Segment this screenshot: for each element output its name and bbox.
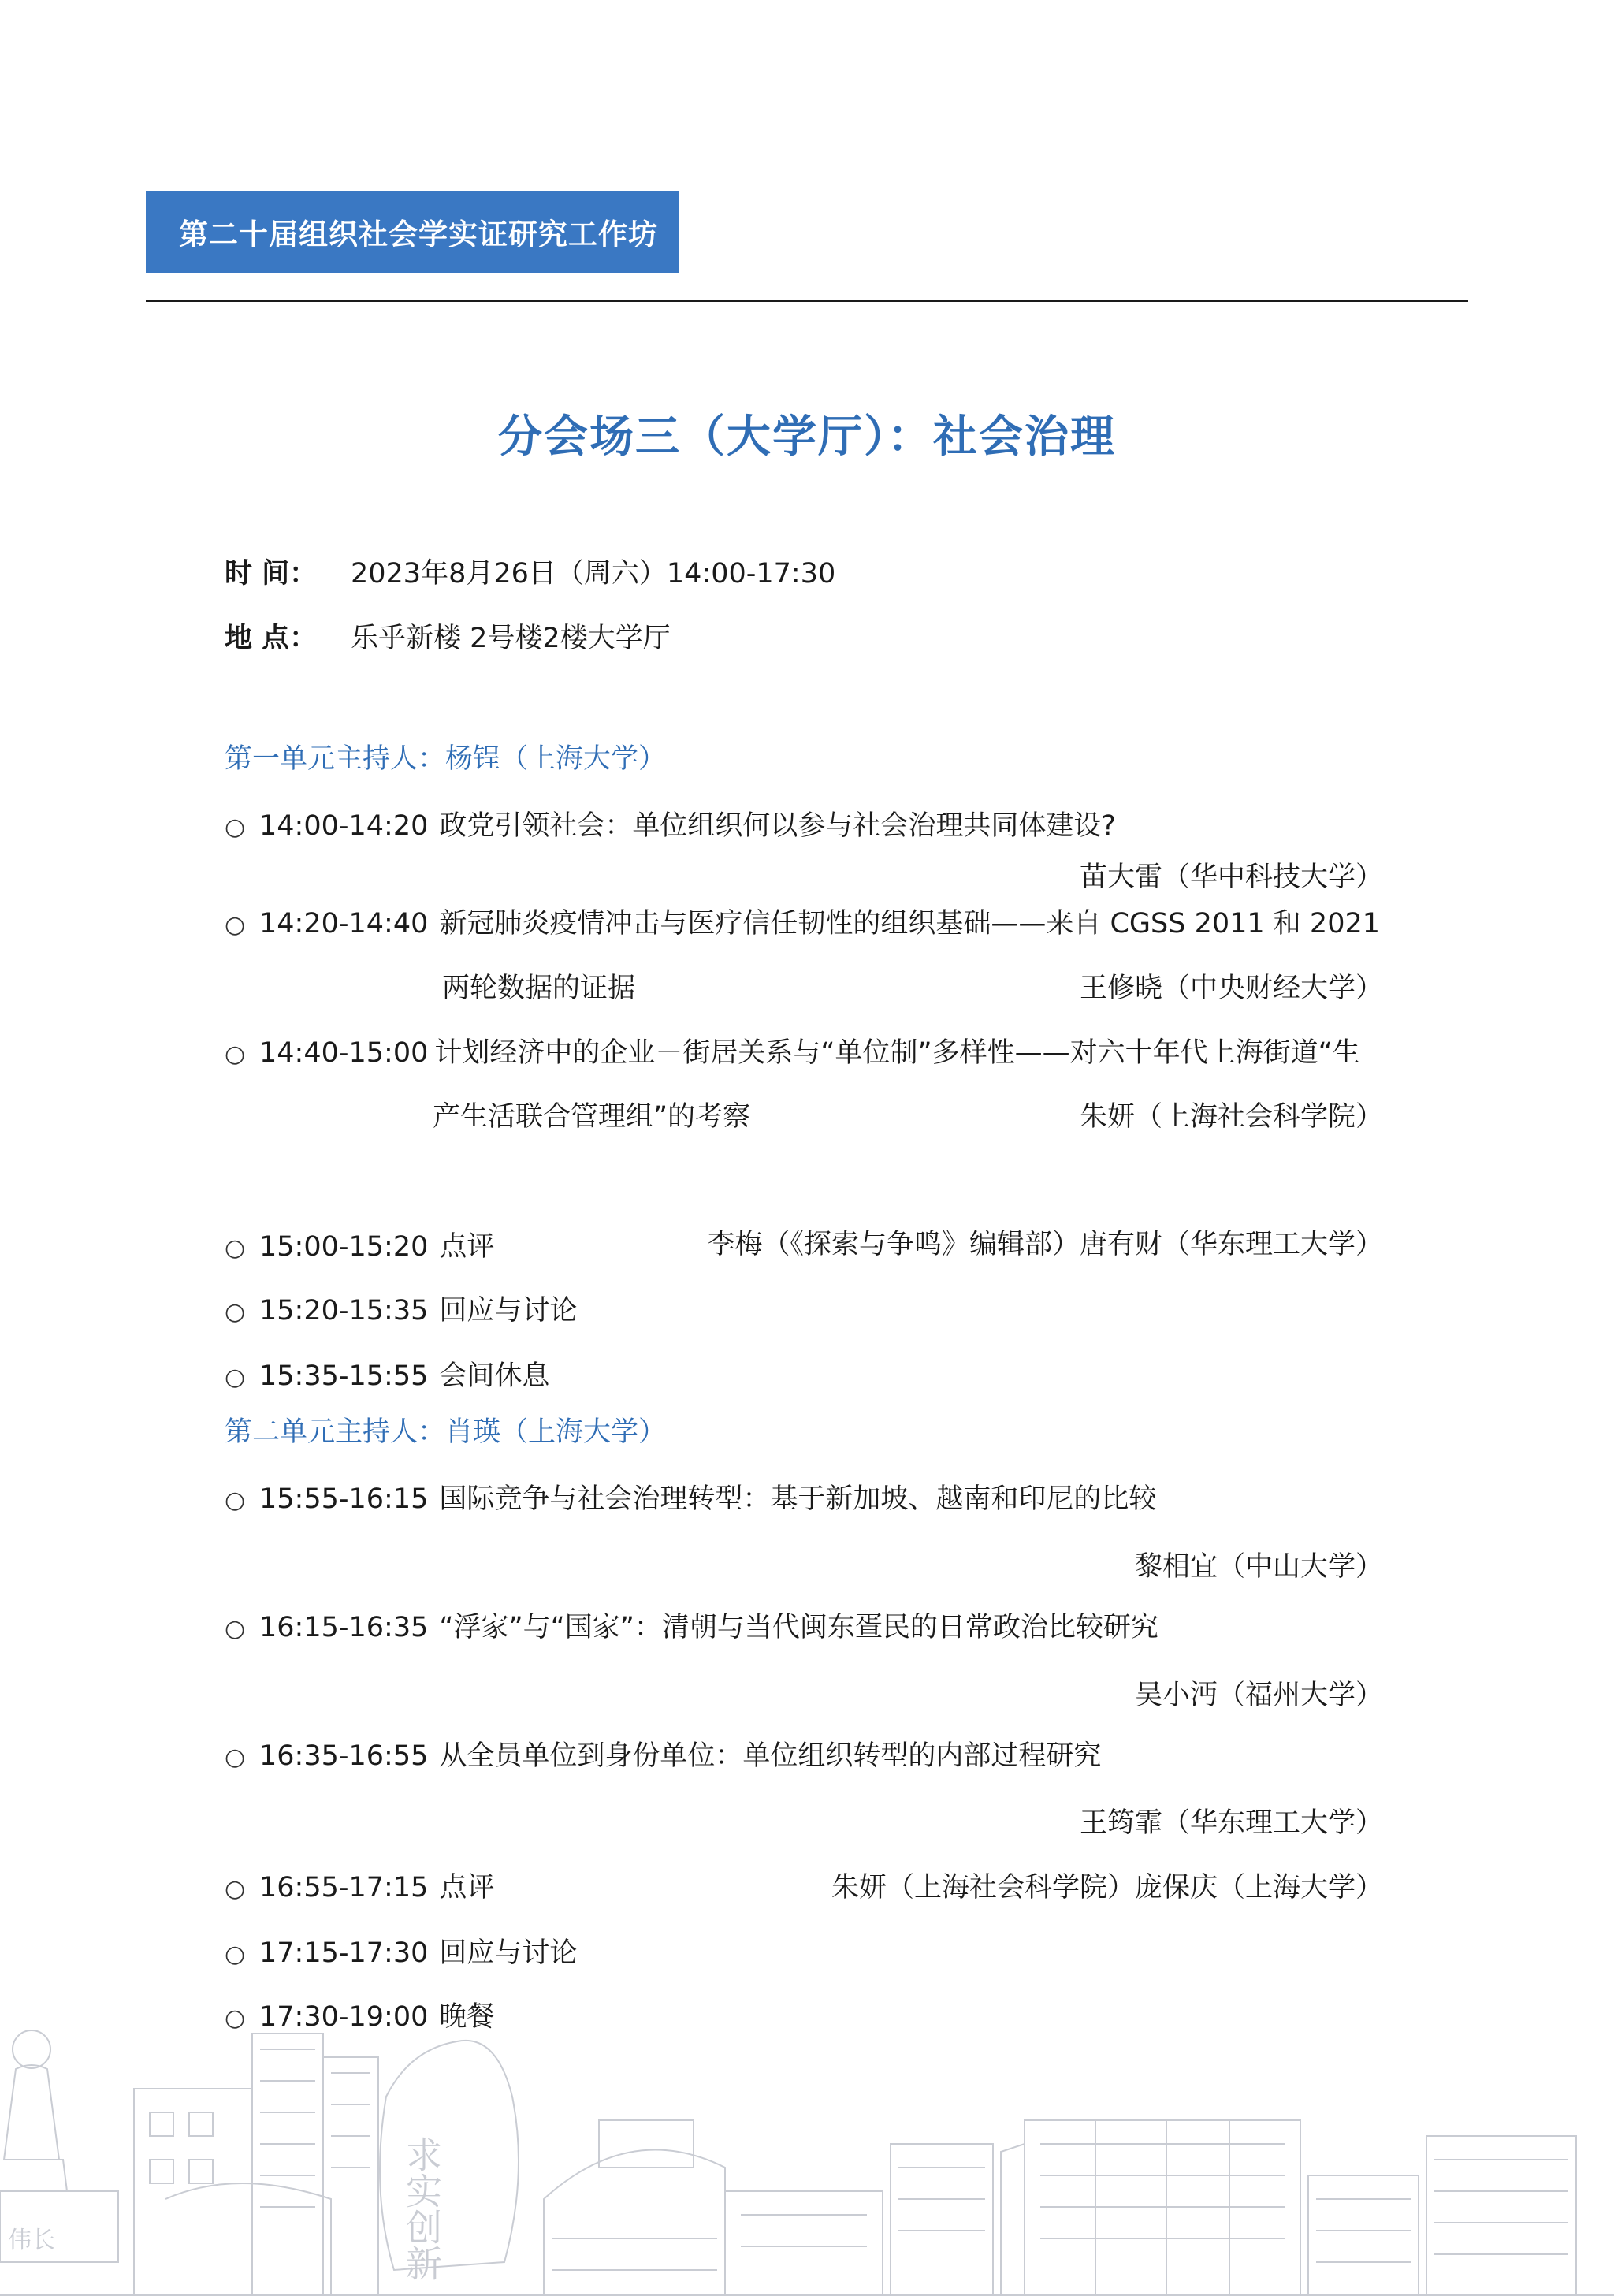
item-speaker: 黎相宜（中山大学）: [1134, 1551, 1383, 1583]
item-time: 15:00-15:20: [259, 1231, 429, 1263]
circle-bullet-icon: ○: [225, 1941, 246, 1968]
agenda-item: [225, 903, 1391, 944]
item-title-continued: 产生活联合管理组”的考察: [433, 1101, 751, 1133]
item-time: 17:15-17:30: [259, 1937, 429, 1969]
circle-bullet-icon: ○: [225, 1364, 246, 1391]
item-title: 晚餐: [439, 2001, 495, 2033]
item-title: 从全员单位到身份单位：单位组织转型的内部过程研究: [439, 1740, 1102, 1772]
agenda-item: [225, 1479, 1391, 1520]
item-time: 14:20-14:40: [259, 908, 429, 940]
item-speaker: 朱妍（上海社会科学院）庞保庆（上海大学）: [831, 1872, 1383, 1903]
agenda-item: [225, 1356, 1391, 1397]
item-speaker: 苗大雷（华中科技大学）: [1079, 861, 1383, 893]
session-title: 分会场三（大学厅）：社会治理: [498, 411, 1116, 463]
item-time: 15:35-15:55: [259, 1360, 429, 1392]
item-speaker: 朱妍（上海社会科学院）: [1079, 1101, 1383, 1133]
agenda-item: [225, 1933, 1391, 1974]
item-time: 17:30-19:00: [259, 2001, 429, 2033]
item-time: 14:40-15:00: [259, 1037, 429, 1069]
header-divider: [146, 300, 1468, 302]
item-title: 政党引领社会：单位组织何以参与社会治理共同体建设?: [439, 810, 1116, 842]
inscribed-stone-icon: [380, 2041, 519, 2281]
item-title: 点评: [439, 1872, 495, 1903]
campus-skyline-illustration: [0, 2002, 1614, 2296]
workshop-tag: 第二十届组织社会学实证研究工作坊: [146, 191, 679, 273]
stone-inscription: 求实创新: [400, 2136, 443, 2281]
item-time: 16:15-16:35: [259, 1612, 429, 1643]
item-title: 点评: [439, 1231, 495, 1263]
meta-time: [225, 553, 835, 594]
item-title: 计划经济中的企业－街居关系与“单位制”多样性——对六十年代上海街道“生: [434, 1037, 1360, 1069]
time-label: 时 间：: [225, 558, 318, 590]
agenda-item: [225, 1033, 1391, 1074]
item-time: 15:20-15:35: [259, 1295, 429, 1327]
item-title: 国际竞争与社会治理转型：基于新加坡、越南和印尼的比较: [439, 1483, 1157, 1515]
place-label: 地 点：: [225, 623, 318, 654]
item-speaker: 李梅（《探索与争鸣》编辑部）唐有财（华东理工大学）: [707, 1229, 1383, 1260]
item-time: 16:35-16:55: [259, 1740, 429, 1772]
item-title-continued: 两轮数据的证据: [442, 973, 636, 1004]
circle-bullet-icon: ○: [225, 911, 246, 939]
agenda-item: [225, 1736, 1391, 1777]
item-title: “浮家”与“国家”：清朝与当代闽东疍民的日常政治比较研究: [439, 1612, 1158, 1643]
place-value: 乐乎新楼 2号楼2楼大学厅: [351, 623, 671, 654]
item-time: 14:00-14:20: [259, 810, 429, 842]
circle-bullet-icon: ○: [225, 1487, 246, 1514]
agenda-item: [225, 1607, 1391, 1648]
item-title: 会间休息: [439, 1360, 550, 1392]
time-value: 2023年8月26日（周六）14:00-17:30: [351, 558, 836, 590]
meta-place: [225, 618, 671, 659]
circle-bullet-icon: ○: [225, 813, 246, 841]
item-speaker: 吴小沔（福州大学）: [1134, 1680, 1383, 1711]
circle-bullet-icon: ○: [225, 1615, 246, 1643]
item-title: 回应与讨论: [439, 1937, 578, 1969]
circle-bullet-icon: ○: [225, 1234, 246, 1262]
item-title: 回应与讨论: [439, 1295, 578, 1327]
circle-bullet-icon: ○: [225, 1875, 246, 1903]
circle-bullet-icon: ○: [225, 1298, 246, 1326]
item-time: 15:55-16:15: [259, 1483, 429, 1515]
agenda-item: [225, 806, 1391, 847]
agenda-item: [225, 1290, 1391, 1331]
item-speaker: 王筠霏（华东理工大学）: [1079, 1807, 1383, 1839]
item-time: 16:55-17:15: [259, 1872, 429, 1903]
statue-icon: [0, 2030, 118, 2262]
unit2-host: 第二单元主持人：肖瑛（上海大学）: [225, 1416, 667, 1448]
item-title: 新冠肺炎疫情冲击与医疗信任韧性的组织基础——来自 CGSS 2011 和 2021: [439, 908, 1381, 940]
circle-bullet-icon: ○: [225, 1743, 246, 1771]
circle-bullet-icon: ○: [225, 2004, 246, 2032]
unit1-host: 第一单元主持人：杨锃（上海大学）: [225, 743, 667, 775]
statue-inscription: 伟长: [8, 2227, 55, 2254]
circle-bullet-icon: ○: [225, 1040, 246, 1068]
item-speaker: 王修晓（中央财经大学）: [1079, 973, 1383, 1004]
